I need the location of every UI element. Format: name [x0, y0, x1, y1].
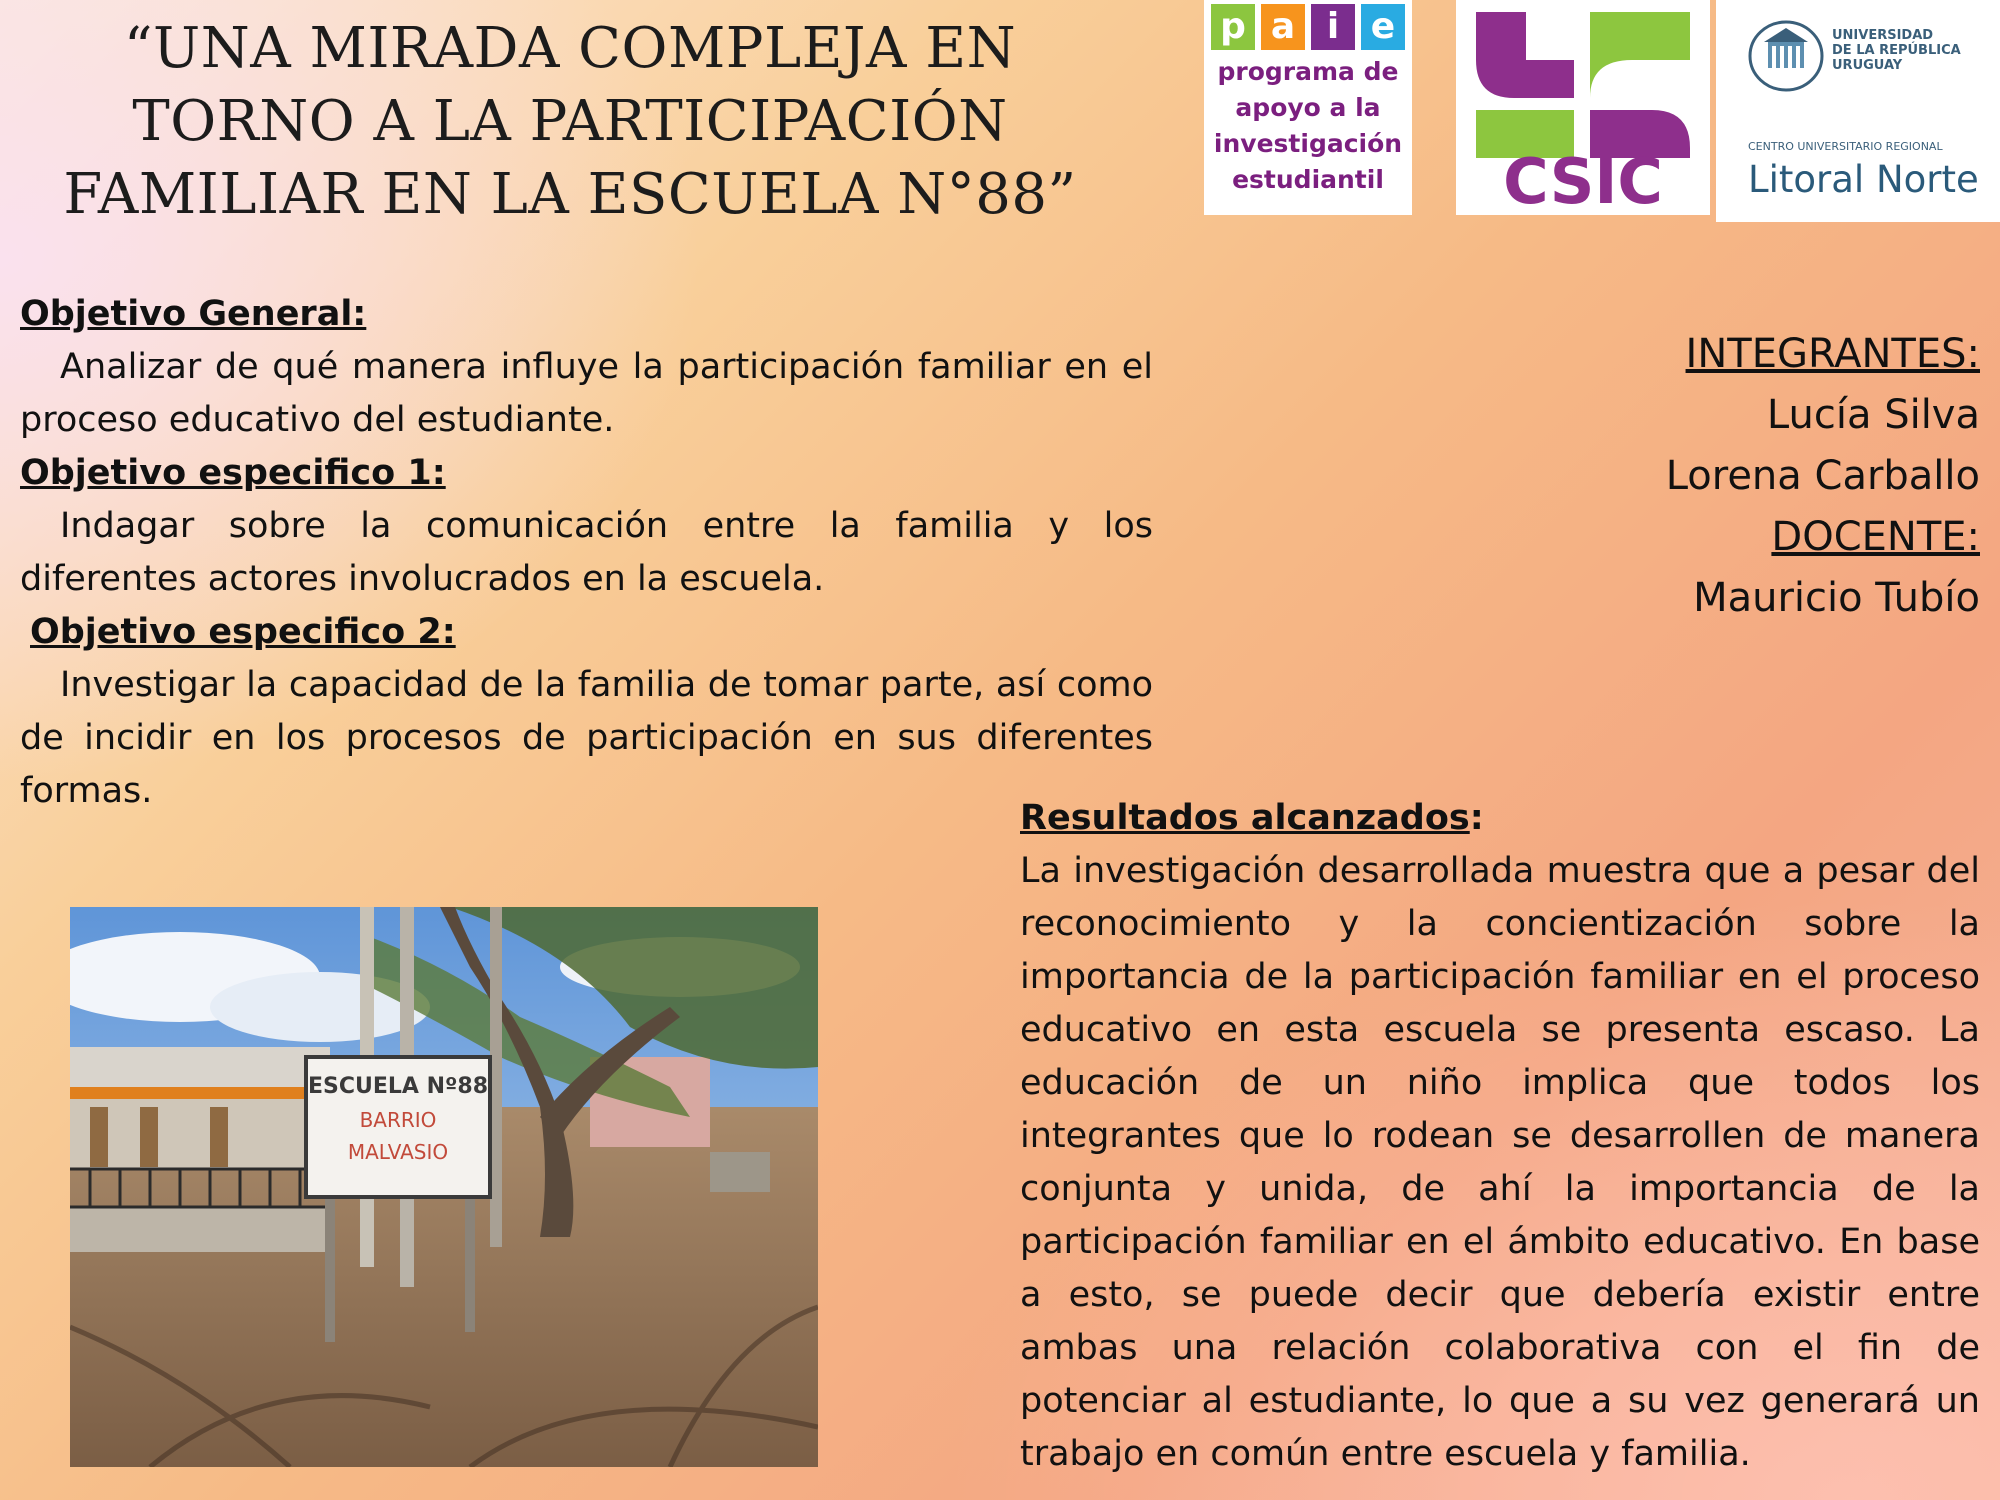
sign-line: ESCUELA Nº88	[307, 1074, 489, 1099]
paie-letters	[1204, 0, 1412, 50]
specific-objective-2-text: Investigar la capacidad de la familia de tomar parte, así como de incidir en los procesos de participación en sus diferentes formas.	[20, 665, 1153, 811]
csic-emblem	[1456, 0, 1710, 215]
school-photo	[70, 907, 818, 1467]
results-heading-colon: :	[1469, 798, 1484, 838]
specific-objective-2-heading: Objetivo especifico 2:	[30, 612, 456, 652]
paie-line: apoyo a la	[1235, 93, 1381, 122]
specific-objective-1-heading: Objetivo especifico 1:	[20, 453, 446, 493]
specific-objective-1-text: Indagar sobre la comunicación entre la familia y los diferentes actores involucrados en la escuela.	[20, 506, 1153, 599]
members-heading: INTEGRANTES:	[1685, 331, 1980, 377]
paie-logo	[1204, 0, 1412, 215]
udelar-line: DE LA REPÚBLICA	[1832, 43, 1961, 58]
udelar-logo	[1716, 0, 2000, 222]
results-heading: Resultados alcanzados	[1020, 798, 1470, 838]
udelar-line: UNIVERSIDAD	[1832, 28, 1934, 43]
sign-line: BARRIO	[359, 1108, 437, 1132]
paie-line: programa de	[1217, 57, 1399, 86]
udelar-center-label: CENTRO UNIVERSITARIO REGIONAL	[1748, 140, 1943, 153]
csic-wordmark: CSIC	[1503, 145, 1663, 215]
objectives-section	[20, 288, 1153, 818]
paie-letter-i: i	[1311, 4, 1355, 50]
paie-letter-e: e	[1361, 4, 1405, 50]
paie-letter-a: a	[1261, 4, 1305, 50]
team-section	[1480, 324, 1980, 629]
school-photo-illustration	[70, 907, 818, 1467]
teacher-heading: DOCENTE:	[1771, 514, 1980, 560]
paie-line: estudiantil	[1232, 165, 1384, 194]
udelar-center-name: Litoral Norte	[1748, 158, 1979, 201]
udelar-line: URUGUAY	[1832, 58, 1903, 73]
member-name: Lucía Silva	[1766, 392, 1980, 438]
paie-letter-p: p	[1211, 4, 1255, 50]
results-text: La investigación desarrollada muestra que a pesar del reconocimiento y la concientización sobre la importancia de la participación familiar en el proceso educativo en esta escuela se presenta escaso. La educación de un niño implica que todos los integrantes que lo rodean se desarrollen de manera conjunta y unida, de ahí la importancia de la participación familiar en el ámbito educativo. En base a esto, se puede decir que debería existir entre ambas una relación colaborativa con el fin de potenciar al estudiante, lo que a su vez generará un trabajo en común entre escuela y familia.	[1020, 851, 1980, 1474]
paie-tagline	[1204, 54, 1412, 198]
teacher-name: Mauricio Tubío	[1693, 575, 1980, 621]
csic-logo	[1456, 0, 1710, 215]
member-name: Lorena Carballo	[1665, 453, 1980, 499]
university-crest-icon	[1746, 18, 1826, 108]
paie-line: investigación	[1213, 129, 1403, 158]
general-objective-text: Analizar de qué manera influye la participación familiar en el proceso educativo del estudiante.	[20, 347, 1153, 440]
poster-title: “UNA MIRADA COMPLEJA EN TORNO A LA PARTICIPACIÓN FAMILIAR EN LA ESCUELA N°88”	[63, 16, 1077, 227]
results-section	[1020, 792, 1980, 1481]
general-objective-heading: Objetivo General:	[20, 294, 367, 334]
results-heading-line	[1020, 792, 1980, 845]
sign-line: MALVASIO	[347, 1140, 449, 1164]
udelar-university-name	[1832, 28, 1992, 73]
